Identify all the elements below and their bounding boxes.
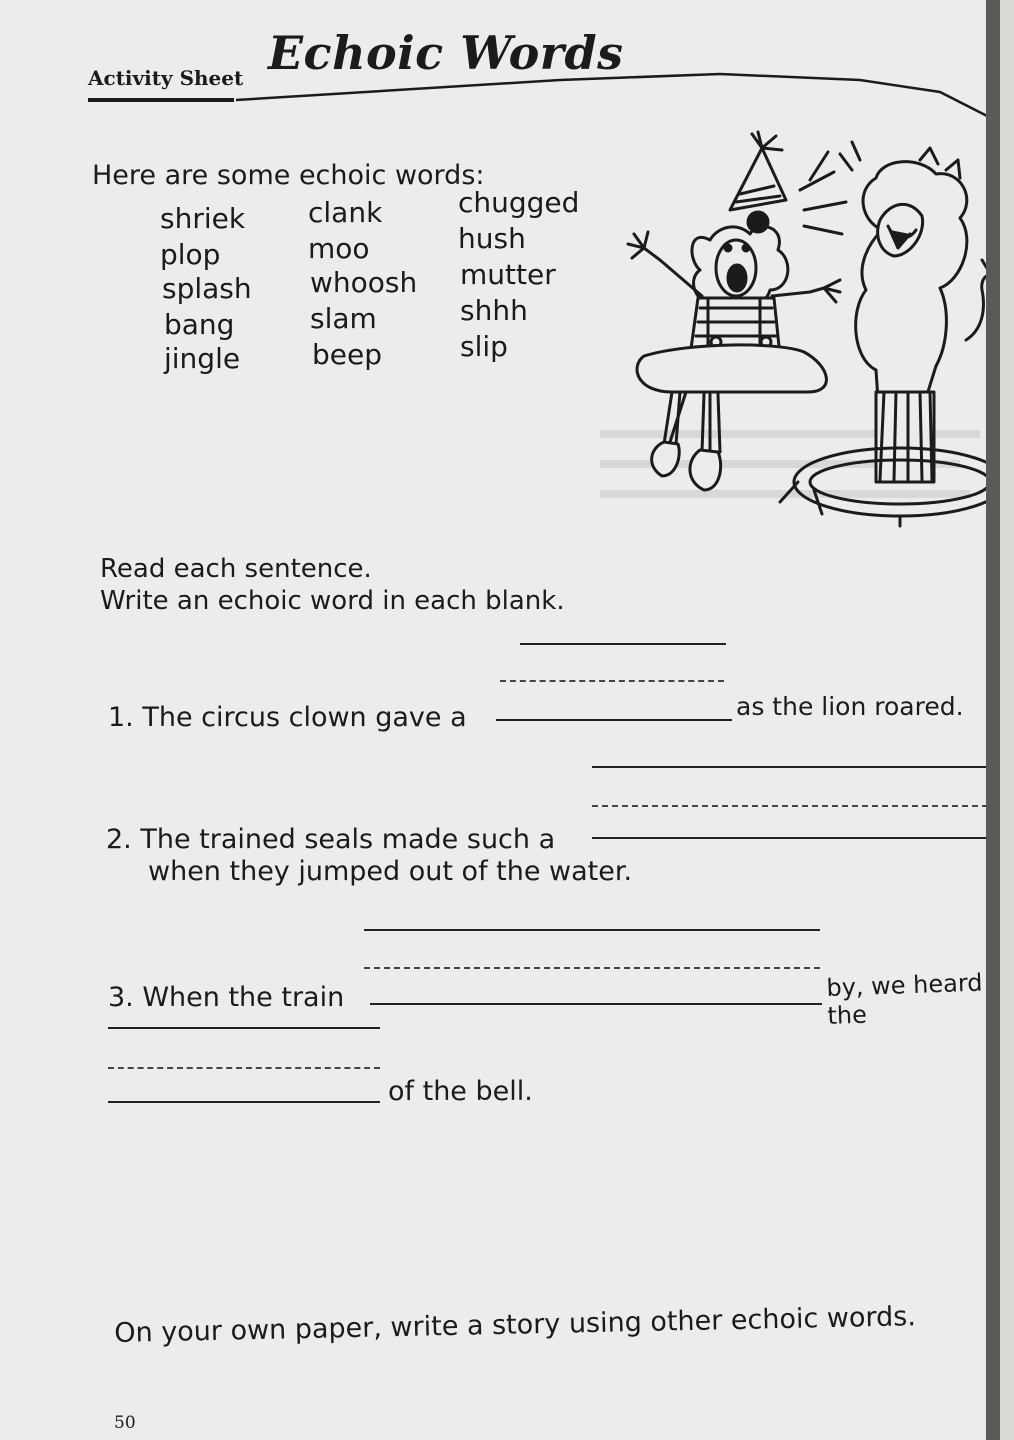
question-3-end: of the bell. bbox=[388, 1076, 533, 1107]
q3-writing-top-line[interactable] bbox=[364, 929, 820, 931]
footer-instruction: On your own paper, write a story using other echoic words. bbox=[114, 1301, 917, 1349]
question-1-start: 1. The circus clown gave a bbox=[108, 702, 467, 733]
q1-writing-midline bbox=[500, 680, 724, 682]
word-mutter: mutter bbox=[460, 258, 556, 291]
q3-answer-blank-2[interactable] bbox=[108, 1101, 380, 1103]
book-binding-edge bbox=[986, 0, 1000, 1440]
q2-writing-midline bbox=[592, 805, 998, 807]
question-2-start: 2. The trained seals made such a bbox=[106, 824, 556, 855]
word-bang: bang bbox=[164, 308, 235, 341]
question-3-start: 3. When the train bbox=[108, 982, 345, 1013]
word-hush: hush bbox=[458, 222, 526, 255]
question-3-middle: by, we heard the bbox=[826, 968, 983, 1030]
word-splash: splash bbox=[162, 272, 252, 305]
instructions-line-2: Write an echoic word in each blank. bbox=[100, 586, 565, 616]
word-shhh: shhh bbox=[460, 294, 528, 327]
word-shriek: shriek bbox=[160, 202, 246, 235]
word-whoosh: whoosh bbox=[310, 266, 418, 299]
instructions-line-1: Read each sentence. bbox=[100, 554, 372, 584]
activity-sheet-label: Activity Sheet bbox=[88, 66, 244, 90]
word-jingle: jingle bbox=[164, 342, 241, 375]
q3-writing-top-line-2[interactable] bbox=[108, 1027, 380, 1029]
q3-answer-blank-1[interactable] bbox=[370, 1003, 822, 1005]
q2-answer-blank[interactable] bbox=[592, 837, 998, 839]
intro-text: Here are some echoic words: bbox=[92, 160, 485, 191]
q1-answer-blank[interactable] bbox=[496, 719, 732, 721]
word-plop: plop bbox=[160, 238, 221, 271]
q3-writing-midline-2 bbox=[108, 1067, 380, 1069]
q3-writing-midline bbox=[364, 967, 820, 969]
question-2-continuation: when they jumped out of the water. bbox=[148, 856, 633, 887]
question-1-end: as the lion roared. bbox=[736, 692, 964, 721]
word-clank: clank bbox=[308, 196, 383, 229]
title-rule bbox=[0, 0, 1000, 140]
clown-and-lion-icon bbox=[590, 130, 995, 530]
word-beep: beep bbox=[312, 338, 382, 371]
word-moo: moo bbox=[308, 232, 370, 265]
word-chugged: chugged bbox=[458, 186, 580, 219]
word-slam: slam bbox=[310, 302, 377, 335]
q2-writing-top-line[interactable] bbox=[592, 766, 998, 768]
page-title: Echoic Words bbox=[268, 26, 624, 80]
word-slip: slip bbox=[460, 330, 508, 363]
q1-writing-top-line[interactable] bbox=[520, 643, 726, 645]
page-number: 50 bbox=[114, 1413, 136, 1433]
